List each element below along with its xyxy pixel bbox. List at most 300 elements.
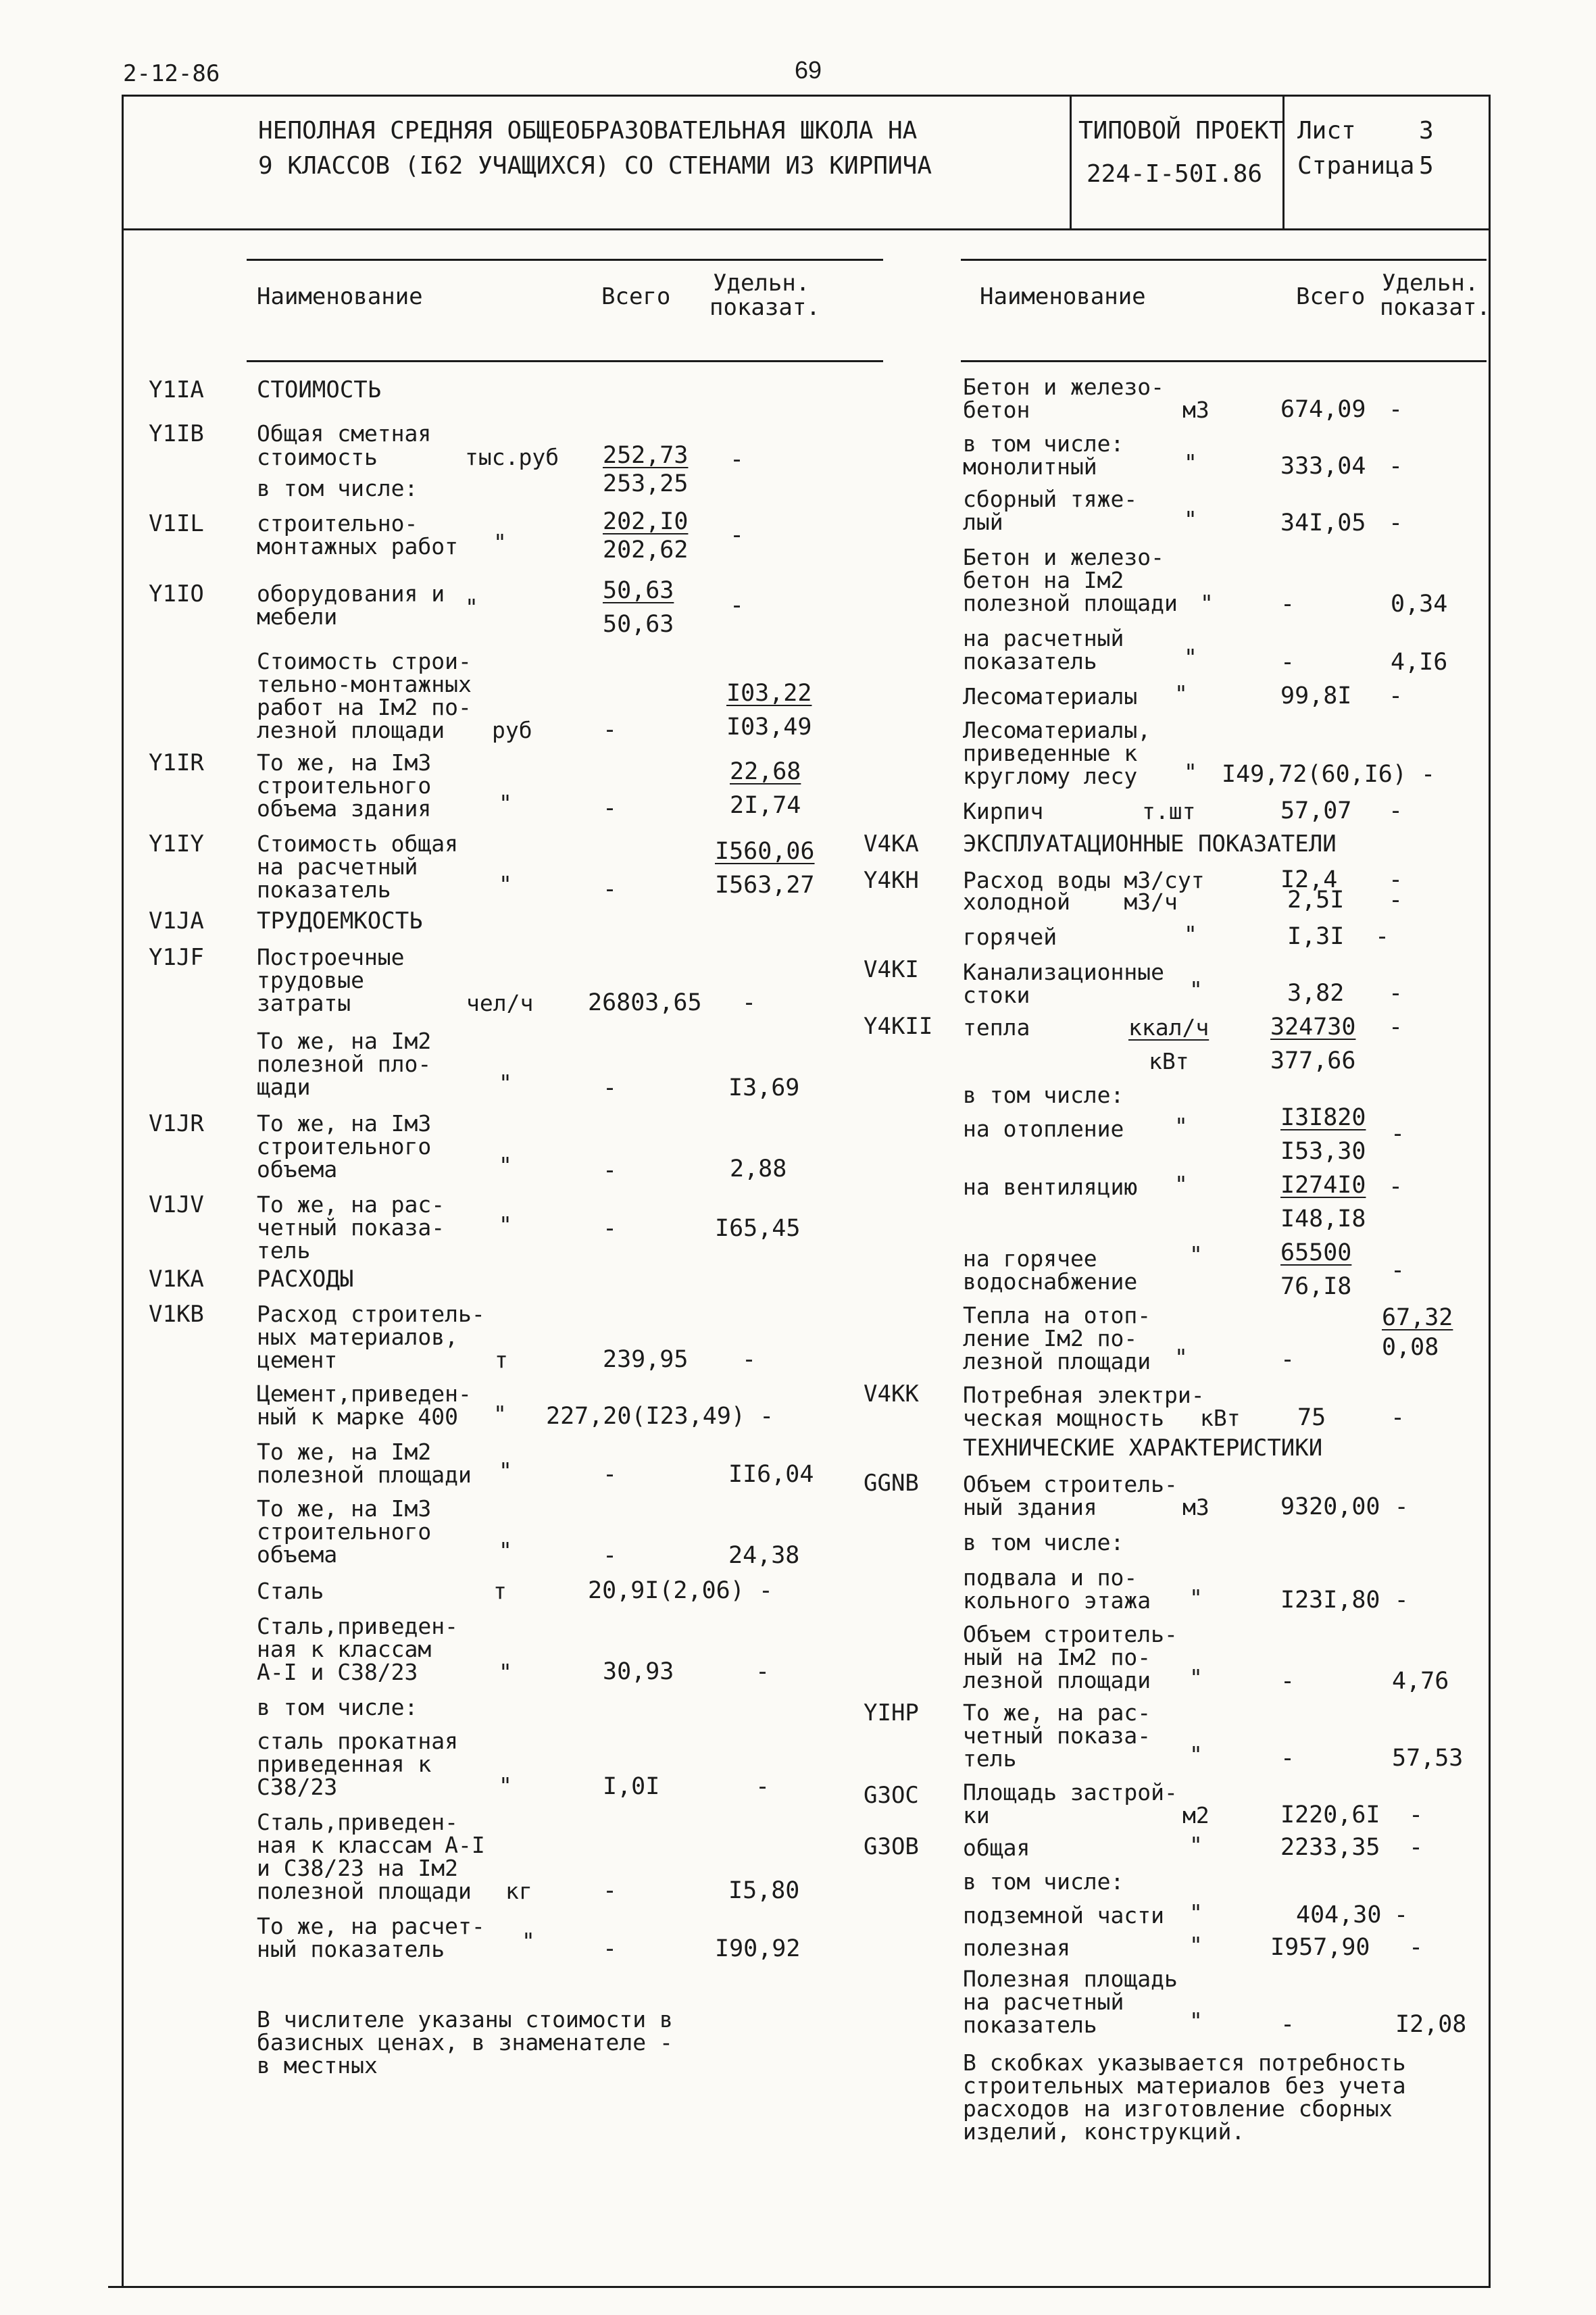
- col-spec-left-1: Удельн.: [713, 270, 810, 297]
- unit: м3: [1182, 397, 1210, 423]
- unit: ": [499, 1212, 512, 1238]
- spec-den: 0,08: [1382, 1334, 1439, 1361]
- spec: -: [1389, 887, 1403, 914]
- row-name: ных материалов,: [257, 1324, 459, 1350]
- row-name: приведенная к: [257, 1751, 432, 1777]
- total: I49,72(60,I6) -: [1222, 761, 1436, 788]
- frame-bottom: [108, 2286, 1491, 2288]
- row-name: С38/23: [257, 1774, 338, 1800]
- row-name: Расход воды м3/сут: [963, 867, 1205, 893]
- spec: -: [1389, 1173, 1403, 1200]
- right-note: В скобках указывается потребность: [963, 2049, 1406, 2076]
- row-name: лезной площади: [963, 1348, 1151, 1374]
- sheet-label: Лист: [1297, 117, 1356, 145]
- spec: -: [1389, 797, 1403, 824]
- row-name: на вентиляцию: [963, 1174, 1138, 1200]
- unit: ": [493, 1401, 507, 1427]
- unit: ": [499, 1152, 512, 1178]
- spec: -: [1389, 396, 1403, 423]
- spec: -: [730, 592, 745, 619]
- total: 3,82: [1287, 980, 1345, 1007]
- col-spec-right-2: показат.: [1380, 294, 1491, 321]
- spec: -: [1389, 980, 1403, 1007]
- row-name: лый: [963, 509, 1003, 535]
- row-name: показатель: [963, 648, 1097, 674]
- row-name: затраты: [257, 990, 351, 1016]
- total: I23I,80 -: [1280, 1587, 1409, 1614]
- row-name: ная к классам: [257, 1636, 432, 1662]
- row-name: То же, на расчет-: [257, 1913, 485, 1939]
- row-name: ТРУДОЕМКОСТЬ: [257, 907, 423, 935]
- row-name: общая: [963, 1835, 1030, 1861]
- spec: -: [730, 446, 745, 473]
- code: YIHP: [864, 1699, 919, 1726]
- col-total-right: Всего: [1296, 283, 1366, 310]
- left-note: в местных: [257, 2052, 378, 2078]
- total: 674,09: [1280, 396, 1366, 423]
- row-name: на расчетный: [963, 1989, 1124, 2015]
- row-name: Бетон и железо-: [963, 374, 1165, 400]
- unit: ": [499, 1458, 512, 1484]
- unit: м2: [1182, 1802, 1210, 1828]
- total-num: I3I820: [1280, 1104, 1366, 1131]
- spec-num: 22,68: [730, 758, 801, 785]
- unit: ": [522, 1928, 535, 1954]
- spec: -: [1375, 923, 1390, 950]
- total-num: 324730: [1270, 1014, 1356, 1041]
- code: Y1IA: [149, 376, 204, 403]
- row-name: тель: [963, 1745, 1017, 1772]
- total: 404,30: [1296, 1901, 1382, 1928]
- code: GGNB: [864, 1470, 919, 1497]
- code: Y1IB: [149, 420, 204, 447]
- total: -: [603, 1542, 618, 1569]
- row-name: четный показа-: [963, 1722, 1151, 1749]
- row-name: объема здания: [257, 795, 432, 822]
- spec: 4,76: [1392, 1668, 1449, 1695]
- code: Y1JF: [149, 944, 204, 971]
- spec: -: [1389, 453, 1403, 480]
- unit: ": [1174, 680, 1188, 707]
- row-name: ки: [963, 1802, 990, 1828]
- header-bottom: [122, 228, 1491, 230]
- right-note: изделий, конструкций.: [963, 2118, 1245, 2145]
- page-label: Страница: [1297, 152, 1415, 180]
- unit: ": [499, 871, 512, 897]
- total: -: [603, 1935, 618, 1962]
- total: 57,07: [1280, 797, 1352, 824]
- unit: ": [1189, 1741, 1203, 1768]
- page-value: 5: [1419, 152, 1434, 180]
- unit: ": [1189, 2008, 1203, 2034]
- spec: I90,92: [715, 1935, 801, 1962]
- unit: ": [1174, 1171, 1188, 1197]
- row-name: сталь прокатная: [257, 1728, 459, 1754]
- unit: ": [1189, 976, 1203, 1003]
- spec: II6,04: [728, 1461, 814, 1488]
- row-name: бетон: [963, 397, 1030, 423]
- unit: ": [1184, 759, 1197, 785]
- spec: -: [1391, 1120, 1405, 1147]
- unit: ": [1200, 590, 1214, 616]
- spec: -: [1389, 1014, 1403, 1041]
- row-name: Сталь: [257, 1578, 324, 1604]
- row-name: строительно-: [257, 510, 418, 537]
- row-name: ление Iм2 по-: [963, 1325, 1138, 1351]
- total-den: 377,66: [1270, 1047, 1356, 1074]
- frame-left: [122, 95, 124, 2288]
- row-name: на отопление: [963, 1116, 1124, 1142]
- total: 30,93: [603, 1658, 674, 1685]
- right-note: расходов на изготовление сборных: [963, 2095, 1393, 2122]
- row-name: То же, на рас-: [257, 1191, 445, 1218]
- total-num: I274I0: [1280, 1172, 1366, 1199]
- spec-den: 2I,74: [730, 792, 801, 819]
- unit: ": [1184, 449, 1197, 476]
- row-name: в том числе:: [257, 475, 418, 501]
- unit: ": [493, 529, 507, 555]
- sheet-number: 3: [1419, 117, 1434, 145]
- unit: ": [1174, 1344, 1188, 1370]
- row-name: полезной площади: [257, 1878, 472, 1904]
- code: V1KA: [149, 1266, 204, 1293]
- row-name: работ на Iм2 по-: [257, 694, 472, 720]
- row-name: ЭКСПЛУАТАЦИОННЫЕ ПОКАЗАТЕЛИ: [963, 830, 1337, 857]
- total: 333,04: [1280, 453, 1366, 480]
- spec: -: [742, 989, 757, 1016]
- row-name: стоимость: [257, 444, 378, 470]
- unit: ": [1189, 1932, 1203, 1958]
- unit: т: [495, 1347, 508, 1373]
- unit: м3: [1182, 1494, 1210, 1520]
- row-name: Объем строитель-: [963, 1621, 1178, 1647]
- total: -: [603, 1074, 618, 1101]
- row-name: То же, на рас-: [963, 1699, 1151, 1726]
- col-spec-left-2: показат.: [709, 294, 820, 321]
- spec-num: 67,32: [1382, 1304, 1453, 1331]
- row-name: трудовые: [257, 967, 364, 993]
- row-name: А-I и С38/23: [257, 1659, 418, 1685]
- right-head-top: [961, 259, 1487, 261]
- row-name: полезная: [963, 1935, 1070, 1961]
- code: V4KI: [864, 956, 919, 983]
- spec: -: [1391, 1404, 1405, 1431]
- total: -: [603, 1215, 618, 1242]
- row-name: монтажных работ: [257, 533, 459, 559]
- title-line-1: НЕПОЛНАЯ СРЕДНЯЯ ОБЩЕОБРАЗОВАТЕЛЬНАЯ ШКОЛА НА: [258, 117, 918, 145]
- col-total-left: Всего: [601, 283, 671, 310]
- code: V1JR: [149, 1110, 204, 1137]
- frame-right: [1489, 95, 1491, 2288]
- spec: 2,88: [730, 1155, 787, 1183]
- row-name: полезной площади: [257, 1462, 472, 1488]
- row-name: в том числе:: [963, 1529, 1124, 1555]
- spec: I5,80: [728, 1877, 800, 1904]
- row-name: ТЕХНИЧЕСКИЕ ХАРАКТЕРИСТИКИ: [963, 1435, 1323, 1462]
- unit: ": [499, 1537, 512, 1564]
- row-name: и С38/23 на Iм2: [257, 1855, 459, 1881]
- unit: тыс.руб: [465, 444, 559, 470]
- row-name: Объем строитель-: [963, 1471, 1178, 1497]
- spec: -: [1409, 1801, 1424, 1828]
- row-name: ческая мощность: [963, 1405, 1165, 1431]
- row-name: Канализационные: [963, 959, 1165, 985]
- row-name: ный здания: [963, 1494, 1097, 1520]
- unit: т: [493, 1578, 507, 1604]
- total-den: 253,25: [603, 470, 689, 497]
- row-name: ный на Iм2 по-: [963, 1644, 1151, 1670]
- unit: ": [1184, 506, 1197, 532]
- row-name: То же, на Iм3: [257, 1495, 432, 1522]
- row-name: СТОИМОСТЬ: [257, 376, 382, 403]
- row-name: холодной м3/ч: [963, 889, 1178, 915]
- total-den: 76,I8: [1280, 1273, 1352, 1300]
- row-name: в том числе:: [963, 1082, 1124, 1108]
- row-name: бетон на Iм2: [963, 567, 1124, 593]
- total: 9320,00 -: [1280, 1493, 1409, 1520]
- project-label: ТИПОВОЙ ПРОЕКТ: [1078, 117, 1284, 145]
- project-code: 224-I-50I.86: [1087, 160, 1263, 188]
- spec-den: I563,27: [715, 872, 815, 899]
- row-name: приведенные к: [963, 740, 1138, 766]
- spec: I2,08: [1395, 2011, 1467, 2038]
- spec: -: [742, 1346, 757, 1373]
- title-line-2: 9 КЛАССОВ (I62 УЧАЩИХСЯ) СО СТЕНАМИ ИЗ КИРПИЧА: [258, 152, 932, 180]
- code: G3OB: [864, 1833, 919, 1860]
- spec-num: I560,06: [715, 838, 815, 865]
- total: I957,90: [1270, 1934, 1370, 1961]
- spec: -: [755, 1658, 770, 1685]
- row-name: показатель: [257, 876, 391, 903]
- total: -: [603, 1461, 618, 1488]
- total: 75: [1297, 1404, 1326, 1431]
- col-name-left: Наименование: [257, 283, 423, 310]
- unit: ": [1184, 921, 1197, 947]
- left-note: базисных ценах, в знаменателе -: [257, 2029, 673, 2056]
- spec: 0,34: [1391, 591, 1448, 618]
- row-name: Расход строитель-: [257, 1301, 485, 1327]
- total: 26803,65: [588, 989, 702, 1016]
- total: -: [1280, 649, 1295, 676]
- unit: кВт: [1200, 1405, 1241, 1431]
- row-name: То же, на Iм3: [257, 749, 432, 776]
- page-number: 69: [795, 56, 822, 84]
- row-name: лезной площади: [257, 717, 445, 743]
- total: -: [603, 1877, 618, 1904]
- spec: -: [1389, 509, 1403, 537]
- row-name: оборудования и: [257, 580, 445, 607]
- row-name: сборный тяже-: [963, 486, 1138, 512]
- row-name: ная к классам А-I: [257, 1832, 485, 1858]
- code: V1KB: [149, 1301, 204, 1328]
- row-name: Сталь,приведен-: [257, 1809, 459, 1835]
- row-name: Потребная электри-: [963, 1382, 1205, 1408]
- left-head-top: [247, 259, 883, 261]
- code: V1IL: [149, 510, 204, 537]
- row-name: строительного: [257, 1518, 432, 1545]
- spec: I3,69: [728, 1074, 800, 1101]
- unit: ": [499, 1659, 512, 1685]
- total: -: [603, 716, 618, 743]
- row-name: объема: [257, 1156, 338, 1183]
- row-name: четный показа-: [257, 1214, 445, 1241]
- total: I220,6I: [1280, 1801, 1380, 1828]
- code: G3OC: [864, 1782, 919, 1809]
- unit: кг: [505, 1878, 532, 1904]
- total: 2,5I: [1287, 887, 1345, 914]
- unit: ": [465, 594, 478, 620]
- total: I,3I: [1287, 923, 1345, 950]
- right-head-bottom: [961, 360, 1487, 362]
- code: Y4KH: [864, 867, 919, 894]
- total-den: 202,62: [603, 537, 689, 564]
- code: Y4KII: [864, 1013, 933, 1040]
- spec: 24,38: [728, 1542, 800, 1569]
- row-name: в том числе:: [257, 1694, 418, 1720]
- unit: ": [499, 1070, 512, 1096]
- row-name: подземной части: [963, 1902, 1165, 1928]
- spec: -: [1391, 1257, 1405, 1284]
- total-den: I48,I8: [1280, 1205, 1366, 1233]
- row-name: Бетон и железо-: [963, 544, 1165, 570]
- left-note: В числителе указаны стоимости в: [257, 2006, 673, 2033]
- row-name: горячей: [963, 924, 1057, 950]
- row-name: То же, на Iм2: [257, 1439, 432, 1465]
- row-name: мебели: [257, 603, 338, 630]
- row-name: Сталь,приведен-: [257, 1613, 459, 1639]
- total: -: [603, 795, 618, 822]
- total: 227,20(I23,49) -: [546, 1403, 774, 1430]
- total: 34I,05: [1280, 509, 1366, 537]
- row-name: То же, на Iм2: [257, 1028, 432, 1054]
- code: Y1IR: [149, 749, 204, 776]
- total: 239,95: [603, 1346, 689, 1373]
- header-div-1: [1070, 95, 1072, 230]
- total: -: [603, 1157, 618, 1184]
- col-name-right: Наименование: [980, 283, 1146, 310]
- left-head-bottom: [247, 360, 883, 362]
- row-name: Полезная площадь: [963, 1966, 1178, 1992]
- row-name: Цемент,приведен-: [257, 1380, 472, 1407]
- code: V1JV: [149, 1191, 204, 1218]
- unit: т.шт: [1142, 798, 1196, 824]
- code: V4KA: [864, 830, 919, 857]
- total-den: I53,30: [1280, 1138, 1366, 1165]
- total: -: [1280, 1346, 1295, 1373]
- total-num: 252,73: [603, 442, 689, 469]
- row-name: лезной площади: [963, 1667, 1151, 1693]
- total: -: [1280, 591, 1295, 618]
- row-name: тель: [257, 1237, 311, 1264]
- spec: 57,53: [1392, 1745, 1464, 1772]
- code: V4KK: [864, 1380, 919, 1408]
- row-name: ный к марке 400: [257, 1403, 459, 1430]
- unit: ": [499, 790, 512, 816]
- unit: ": [1189, 1832, 1203, 1858]
- row-name: тельно-монтажных: [257, 671, 472, 697]
- total: -: [603, 876, 618, 903]
- total-num: 202,I0: [603, 508, 689, 535]
- spec-den: I03,49: [726, 714, 812, 741]
- row-name: строительного: [257, 772, 432, 799]
- code: Y1IY: [149, 830, 204, 857]
- row-name: Стоимость строи-: [257, 648, 472, 674]
- row-name: стоки: [963, 982, 1030, 1008]
- row-name: ный показатель: [257, 1936, 445, 1962]
- total: -: [1280, 1668, 1295, 1695]
- row-name: в том числе:: [963, 430, 1124, 457]
- total: I2,4: [1280, 866, 1338, 893]
- row-name: на горячее: [963, 1245, 1097, 1272]
- unit: ": [1189, 1585, 1203, 1611]
- row-name: кольного этажа: [963, 1587, 1151, 1614]
- unit: кВт: [1149, 1048, 1189, 1074]
- row-name: на расчетный: [963, 625, 1124, 651]
- spec: -: [1409, 1834, 1424, 1861]
- spec: -: [730, 522, 745, 549]
- unit: ккал/ч: [1128, 1014, 1210, 1041]
- row-name: монолитный: [963, 453, 1097, 480]
- total: 20,9I(2,06) -: [588, 1577, 773, 1604]
- unit: чел/ч: [466, 990, 534, 1016]
- row-name: водоснабжение: [963, 1268, 1138, 1295]
- row-name: То же, на Iм3: [257, 1110, 432, 1137]
- code: V1JA: [149, 907, 204, 935]
- total-den: 50,63: [603, 611, 674, 638]
- spec: -: [1394, 1901, 1409, 1928]
- spec: -: [755, 1773, 770, 1800]
- unit: ": [1184, 644, 1197, 670]
- right-note: строительных материалов без учета: [963, 2072, 1406, 2099]
- row-name: Площадь застрой-: [963, 1779, 1178, 1806]
- total: 99,8I: [1280, 682, 1352, 710]
- row-name: показатель: [963, 2012, 1097, 2038]
- unit: руб: [492, 717, 532, 743]
- row-name: в том числе:: [963, 1868, 1124, 1895]
- spec: 4,I6: [1391, 649, 1448, 676]
- row-name: объема: [257, 1541, 338, 1568]
- header-div-2: [1282, 95, 1285, 230]
- row-name: полезной пло-: [257, 1051, 432, 1077]
- row-name: цемент: [257, 1347, 338, 1373]
- total-num: 65500: [1280, 1239, 1352, 1266]
- unit: ": [1189, 1241, 1203, 1268]
- row-name: Общая сметная: [257, 420, 432, 447]
- row-name: РАСХОДЫ: [257, 1266, 354, 1293]
- total: 2233,35: [1280, 1834, 1380, 1861]
- total: I,0I: [603, 1773, 660, 1800]
- frame-top: [122, 95, 1491, 97]
- spec: -: [1389, 866, 1403, 893]
- row-name: Лесоматериалы,: [963, 717, 1151, 743]
- spec: -: [1409, 1934, 1424, 1961]
- unit: ": [1189, 1664, 1203, 1691]
- row-name: строительного: [257, 1133, 432, 1160]
- code: Y1IO: [149, 580, 204, 607]
- spec: -: [1389, 682, 1403, 710]
- row-name: полезной площади: [963, 590, 1178, 616]
- unit: ": [499, 1772, 512, 1799]
- row-name: Стоимость общая: [257, 830, 459, 857]
- total: -: [1280, 1745, 1295, 1772]
- doc-date: 2-12-86: [123, 60, 220, 87]
- row-name: щади: [257, 1074, 311, 1100]
- unit: ": [1174, 1113, 1188, 1139]
- total-num: 50,63: [603, 577, 674, 604]
- row-name: круглому лесу: [963, 763, 1138, 789]
- row-name: на расчетный: [257, 853, 418, 880]
- row-name: Кирпич: [963, 798, 1044, 824]
